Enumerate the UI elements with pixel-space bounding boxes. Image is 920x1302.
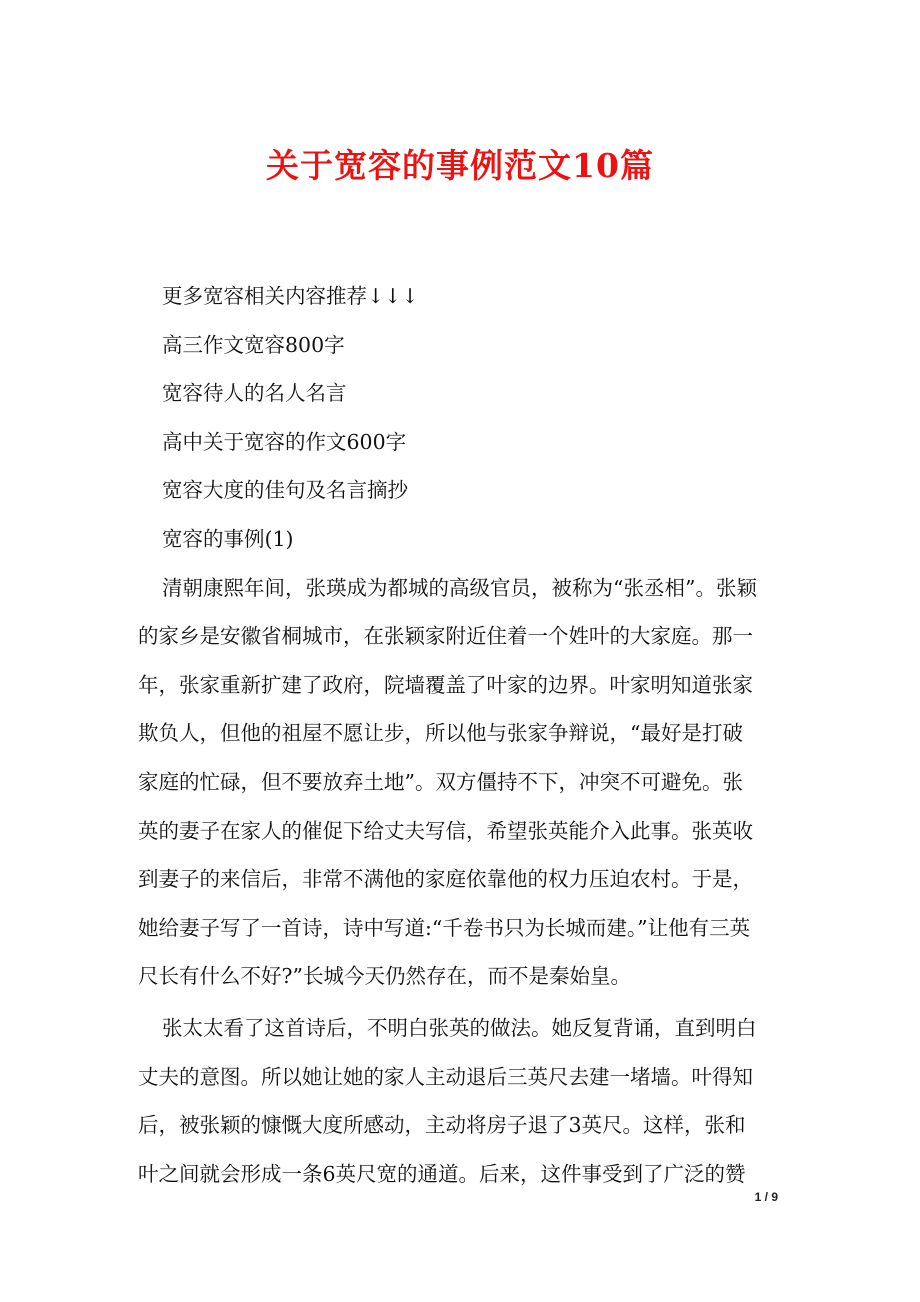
paragraph-line: 英的妻子在家人的催促下给丈夫写信，希望张英能介入此事。张英收 [138, 818, 753, 843]
paragraph-line: 到妻子的来信后，非常不满他的家庭依靠他的权力压迫农村。于是， [138, 867, 753, 892]
page-indicator: 1 / 9 [754, 1190, 778, 1204]
recommend-link[interactable]: 高三作文宽容800字 [162, 332, 345, 357]
paragraph-line: 后，被张颖的慷慨大度所感动，主动将房子退了3英尺。这样，张和 [138, 1113, 746, 1138]
paragraph-2 [138, 1004, 786, 1198]
paragraph-line: 年，张家重新扩建了政府，院墙覆盖了叶家的边界。叶家明知道张家 [138, 672, 753, 697]
paragraph-line: 叶之间就会形成一条6英尺宽的通道。后来，这件事受到了广泛的赞 [138, 1161, 746, 1186]
paragraph-line: 欺负人，但他的祖屋不愿让步，所以他与张家争辩说，“最好是打破 [138, 721, 743, 746]
paragraph-line: 丈夫的意图。所以她让她的家人主动退后三英尺去建一堵墙。叶得知 [138, 1064, 753, 1089]
paragraph-1 [138, 564, 786, 1001]
paragraph-line: 张太太看了这首诗后，不明白张英的做法。她反复背诵，直到明白 [162, 1015, 757, 1040]
recommend-header: 更多宽容相关内容推荐↓↓↓ [162, 284, 419, 308]
document-body [138, 272, 786, 1198]
recommend-link[interactable]: 宽容待人的名人名言 [162, 381, 347, 406]
paragraph-line: 的家乡是安徽省桐城市，在张颖家附近住着一个姓叶的大家庭。那一 [138, 624, 753, 649]
paragraph-line: 家庭的忙碌，但不要放弃土地”。双方僵持不下，冲突不可避免。张 [138, 769, 743, 794]
paragraph-line: 尺长有什么不好?”长城今天仍然存在，而不是秦始皇。 [138, 964, 631, 989]
recommend-link[interactable]: 宽容大度的佳句及名言摘抄 [162, 478, 408, 503]
section-heading: 宽容的事例(1) [162, 526, 294, 551]
recommend-link[interactable]: 高中关于宽容的作文600字 [162, 429, 407, 454]
paragraph-line: 清朝康熙年间，张瑛成为都城的高级官员，被称为“张丞相”。张颖 [162, 575, 757, 600]
paragraph-line: 她给妻子写了一首诗，诗中写道:“千卷书只为长城而建。”让他有三英 [138, 915, 751, 940]
document-title: 关于宽容的事例范文10篇 [266, 146, 654, 185]
